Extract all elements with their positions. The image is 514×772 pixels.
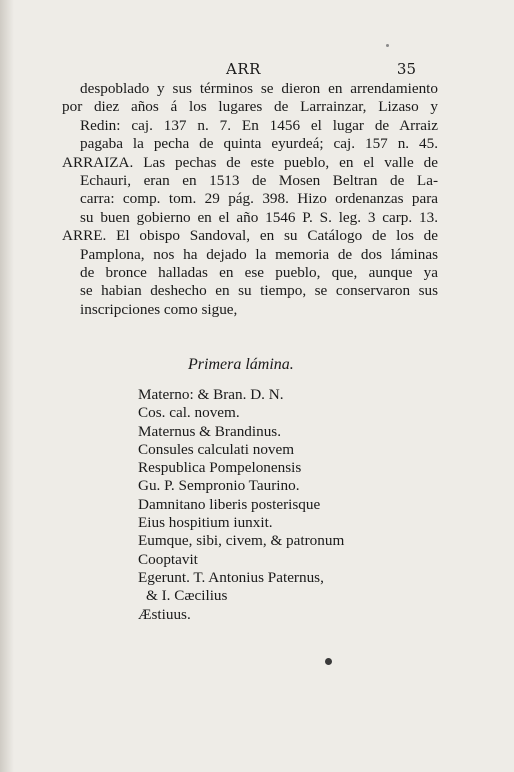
page-gutter-shadow: [0, 0, 14, 772]
inscription-line: Egerunt. T. Antonius Paternus,: [138, 568, 324, 586]
inscription-line: Consules calculati novem: [138, 440, 295, 458]
inscription-line: Æstiuus.: [138, 605, 191, 623]
text-line: Redin: caj. 137 n. 7. En 1456 el lugar de Arraiz: [80, 116, 438, 134]
inscription-line: Gu. P. Sempronio Taurino.: [138, 477, 300, 495]
inscription-block: [138, 386, 344, 624]
inscription-line: Cos. cal. novem.: [138, 404, 240, 422]
section-heading: Primera lámina.: [188, 356, 294, 373]
text-line: se habian deshecho en su tiempo, se conservaron sus: [80, 282, 438, 300]
ink-speck: [386, 44, 389, 47]
inscription-line: Materno: & Bran. D. N.: [138, 386, 284, 403]
page-number: 35: [396, 60, 416, 78]
text-line: Echauri, eran en 1513 de Mosen Beltran de La-: [80, 171, 438, 189]
inscription-line: Maternus & Brandinus.: [138, 422, 281, 440]
text-line: despoblado y sus términos se dieron en arrendamiento: [80, 80, 438, 97]
text-line: inscripciones como sigue,: [80, 300, 238, 318]
inscription-line: Damnitano liberis posterisque: [138, 495, 321, 513]
text-line: de bronce halladas en ese pueblo, que, aunque ya: [80, 263, 438, 281]
text-line: Pamplona, nos ha dejado la memoria de dos láminas: [80, 245, 438, 263]
text-line: ARRAIZA. Las pechas de este pueblo, en el valle de: [62, 153, 438, 171]
text-line: carra: comp. tom. 29 pág. 398. Hizo ordenanzas para: [80, 190, 438, 208]
inscription-line: Cooptavit: [138, 550, 198, 568]
inscription-line: Respublica Pompelonensis: [138, 459, 302, 477]
running-title: ARR: [226, 60, 261, 78]
text-line: pagaba la pecha de quinta eyurdeá; caj. 157 n. 45.: [80, 135, 438, 153]
text-line: por diez años á los lugares de Larrainzar, Lizaso y: [62, 98, 438, 116]
text-line: ARRE. El obispo Sandoval, en su Catálogo de los de: [62, 227, 438, 245]
running-header: [80, 60, 416, 80]
body-text: [62, 80, 438, 319]
inscription-line: Eumque, sibi, civem, & patronum: [138, 532, 345, 550]
inscription-line: & I. Cæcilius: [146, 587, 228, 605]
inscription-line: Eius hospitium iunxit.: [138, 514, 273, 532]
ornament-dot: [325, 658, 332, 665]
text-line: su buen gobierno en el año 1546 P. S. leg. 3 carp. 13.: [80, 208, 438, 226]
